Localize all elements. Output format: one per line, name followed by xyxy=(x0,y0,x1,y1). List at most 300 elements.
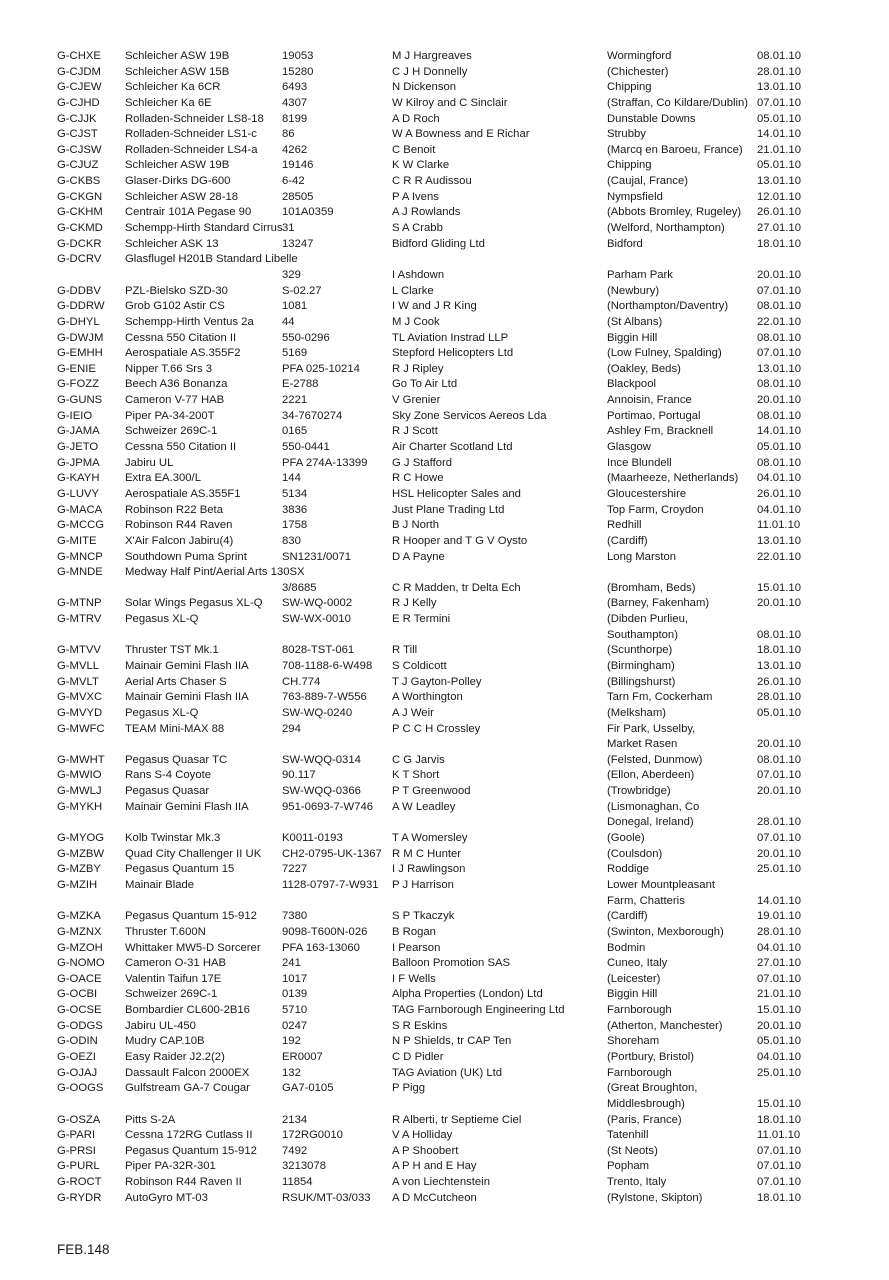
register-entry xyxy=(57,1097,827,1113)
registration: G-FOZZ xyxy=(57,378,100,391)
owner-name: C Benoit xyxy=(392,143,436,156)
constructor-number: SW-WQ-0002 xyxy=(282,597,353,610)
registration-date: 08.01.10 xyxy=(757,331,801,344)
location: Blackpool xyxy=(607,378,656,391)
location: (Goole) xyxy=(607,832,645,845)
location: (Portbury, Bristol) xyxy=(607,1051,695,1063)
location: (St Neots) xyxy=(607,1144,658,1157)
registration: G-OEZI xyxy=(57,1051,96,1063)
constructor-number: 19053 xyxy=(282,50,314,62)
constructor-number: 11854 xyxy=(282,1176,313,1189)
owner-name: M J Cook xyxy=(392,315,440,328)
aircraft-type: Rans S-4 Coyote xyxy=(125,769,212,782)
constructor-number: CH.774 xyxy=(282,675,321,688)
location: (Rylstone, Skipton) xyxy=(607,1191,703,1204)
registration-date: 04.01.10 xyxy=(757,941,801,954)
owner-name: A J Weir xyxy=(392,706,434,719)
registration: G-MZOH xyxy=(57,941,103,954)
register-entry xyxy=(57,221,827,237)
owner-name: D A Payne xyxy=(392,550,445,563)
register-entry xyxy=(57,377,827,393)
registration-date: 11.01.10 xyxy=(757,519,801,532)
register-entry xyxy=(57,518,827,534)
constructor-number: 1758 xyxy=(282,519,308,532)
registration: G-LUVY xyxy=(57,487,100,500)
constructor-number: PFA 274A-13399 xyxy=(282,456,368,469)
location: Lower Mountpleasant xyxy=(607,878,716,891)
owner-name: N P Shields, tr CAP Ten xyxy=(392,1035,512,1048)
registration: G-DWJM xyxy=(57,331,104,344)
register-entry xyxy=(57,1034,827,1050)
registration: G-OJAJ xyxy=(57,1066,98,1079)
register-entry xyxy=(57,174,827,190)
constructor-number: 550-0441 xyxy=(282,441,330,454)
register-entry xyxy=(57,612,827,628)
registration: G-CKGN xyxy=(57,190,103,203)
register-entry xyxy=(57,643,827,659)
owner-name: Sky Zone Servicos Aereos Lda xyxy=(392,409,547,422)
owner-name: C R Madden, tr Delta Ech xyxy=(392,581,521,594)
location: (Birmingham) xyxy=(607,659,675,672)
registration: G-MTVV xyxy=(57,644,101,657)
registration: G-MACA xyxy=(57,503,103,516)
owner-name: E R Termini xyxy=(392,613,451,626)
owner-name: C R R Audissou xyxy=(392,175,472,188)
location: (St Albans) xyxy=(607,315,663,328)
registration-date: 22.01.10 xyxy=(757,550,801,563)
location: (Trowbridge) xyxy=(607,785,671,798)
register-entry xyxy=(57,659,827,675)
constructor-number: 708-1188-6-W498 xyxy=(282,659,373,672)
register-entry xyxy=(57,487,827,503)
aircraft-type: Grob G102 Astir CS xyxy=(125,300,225,313)
location: Ince Blundell xyxy=(607,456,672,469)
aircraft-type: Thruster TST Mk.1 xyxy=(125,644,219,657)
constructor-number: GA7-0105 xyxy=(282,1082,334,1095)
register-entry xyxy=(57,80,827,96)
registration-date: 08.01.10 xyxy=(757,628,801,641)
register-entry xyxy=(57,628,827,644)
aircraft-type: Glaser-Dirks DG-600 xyxy=(125,175,231,188)
constructor-number: 830 xyxy=(282,534,301,547)
registration: G-ODGS xyxy=(57,1019,103,1032)
constructor-number: 8199 xyxy=(282,112,308,125)
registration-date: 07.01.10 xyxy=(757,769,801,782)
constructor-number: 44 xyxy=(282,315,295,328)
owner-name: TL Aviation Instrad LLP xyxy=(392,331,509,344)
register-entry xyxy=(57,722,827,738)
register-entry xyxy=(57,878,827,894)
aircraft-type: Pegasus Quantum 15 xyxy=(125,863,235,876)
aircraft-type: X'Air Falcon Jabiru(4) xyxy=(125,534,234,547)
register-entry xyxy=(57,471,827,487)
page-number: FEB.148 xyxy=(57,1242,110,1257)
constructor-number: 86 xyxy=(282,128,295,141)
constructor-number: 7380 xyxy=(282,910,308,923)
owner-name: I Ashdown xyxy=(392,268,445,281)
registration-date: 13.01.10 xyxy=(757,362,801,375)
registration-date: 07.01.10 xyxy=(757,1176,801,1189)
register-entry xyxy=(57,972,827,988)
constructor-number: CH2-0795-UK-1367 xyxy=(282,847,382,860)
aircraft-type: Dassault Falcon 2000EX xyxy=(125,1066,250,1079)
location: (Welford, Northampton) xyxy=(607,222,725,235)
owner-name: A D McCutcheon xyxy=(392,1191,477,1204)
constructor-number: 1128-0797-7-W931 xyxy=(282,878,379,891)
registration: G-MZKA xyxy=(57,910,101,923)
registration-date: 13.01.10 xyxy=(757,175,801,188)
location: (Felsted, Dunmow) xyxy=(607,753,703,766)
register-entry xyxy=(57,550,827,566)
location: (Chichester) xyxy=(607,65,669,78)
constructor-number: SW-WQQ-0366 xyxy=(282,785,361,798)
constructor-number: 2221 xyxy=(282,394,308,407)
location: (Cardiff) xyxy=(607,910,648,923)
registration: G-CJHD xyxy=(57,96,100,109)
registration: G-MVXC xyxy=(57,691,103,704)
aircraft-type: Glasflugel H201B Standard Libelle xyxy=(125,253,298,266)
location: Long Marston xyxy=(607,550,677,563)
location: Biggin Hill xyxy=(607,331,658,344)
owner-name: Balloon Promotion SAS xyxy=(392,957,511,970)
register-entry xyxy=(57,1050,827,1066)
constructor-number: SW-WQQ-0314 xyxy=(282,753,361,766)
location: Glasgow xyxy=(607,441,651,454)
register-entry xyxy=(57,909,827,925)
register-entry xyxy=(57,1003,827,1019)
owner-name: I Pearson xyxy=(392,941,441,954)
registration-date: 18.01.10 xyxy=(757,1191,801,1204)
location: Chipping xyxy=(607,159,652,172)
owner-name: Alpha Properties (London) Ltd xyxy=(392,988,543,1001)
constructor-number: 329 xyxy=(282,268,301,281)
aircraft-type: Schweizer 269C-1 xyxy=(125,988,218,1001)
registration-date: 28.01.10 xyxy=(757,816,801,829)
aircraft-type: Mainair Gemini Flash IIA xyxy=(125,800,249,813)
registration: G-EMHH xyxy=(57,347,103,360)
registration-date: 08.01.10 xyxy=(757,50,801,62)
registration: G-MVLL xyxy=(57,659,100,672)
registration-date: 04.01.10 xyxy=(757,472,801,485)
aircraft-type: Pegasus Quantum 15-912 xyxy=(125,910,257,923)
owner-name: P T Greenwood xyxy=(392,785,471,798)
location: Wormingford xyxy=(607,50,672,62)
location: (Ellon, Aberdeen) xyxy=(607,769,695,782)
register-entry xyxy=(57,1019,827,1035)
registration: G-GUNS xyxy=(57,394,103,407)
register-entry xyxy=(57,987,827,1003)
constructor-number: SN1231/0071 xyxy=(282,550,352,563)
aircraft-type: Centrair 101A Pegase 90 xyxy=(125,206,252,219)
owner-name: Just Plane Trading Ltd xyxy=(392,503,505,516)
location: Middlesbrough) xyxy=(607,1097,685,1110)
registration-date: 14.01.10 xyxy=(757,128,801,141)
register-entry xyxy=(57,1144,827,1160)
aircraft-type: PZL-Bielsko SZD-30 xyxy=(125,284,228,297)
registration: G-ENIE xyxy=(57,362,96,375)
constructor-number: 951-0693-7-W746 xyxy=(282,800,374,813)
constructor-number: SW-WQ-0240 xyxy=(282,706,353,719)
location: Chipping xyxy=(607,81,652,94)
registration-date: 07.01.10 xyxy=(757,972,801,985)
register-entry xyxy=(57,675,827,691)
aircraft-type: Aerial Arts Chaser S xyxy=(125,675,227,688)
constructor-number: 19146 xyxy=(282,159,314,172)
registration: G-OOGS xyxy=(57,1082,104,1095)
register-entry xyxy=(57,706,827,722)
registration: G-OCBI xyxy=(57,988,98,1001)
register-entry xyxy=(57,440,827,456)
registration: G-CKBS xyxy=(57,175,101,188)
registration-date: 20.01.10 xyxy=(757,268,801,281)
aircraft-type: Pegasus Quasar TC xyxy=(125,753,228,766)
registration: G-OACE xyxy=(57,972,102,985)
registration: G-JAMA xyxy=(57,425,100,438)
location: (Newbury) xyxy=(607,284,660,297)
registration: G-CJUZ xyxy=(57,159,99,172)
registration-date: 25.01.10 xyxy=(757,1066,801,1079)
location: Dunstable Downs xyxy=(607,112,696,125)
aircraft-type: Robinson R44 Raven xyxy=(125,519,233,532)
owner-name: K T Short xyxy=(392,769,440,782)
aircraft-type: Rolladen-Schneider LS4-a xyxy=(125,143,258,156)
aircraft-type: Schleicher ASK 13 xyxy=(125,237,219,250)
location: Popham xyxy=(607,1160,650,1173)
owner-name: W Kilroy and C Sinclair xyxy=(392,96,508,109)
aircraft-type: Bombardier CL600-2B16 xyxy=(125,1004,250,1017)
registration-date: 14.01.10 xyxy=(757,894,801,907)
constructor-number: 15280 xyxy=(282,65,314,78)
register-entry xyxy=(57,1128,827,1144)
register-entry xyxy=(57,65,827,81)
register-entry xyxy=(57,737,827,753)
owner-name: P A Ivens xyxy=(392,190,439,203)
owner-name: C J H Donnelly xyxy=(392,65,468,78)
constructor-number: 90.117 xyxy=(282,769,316,782)
location: Southampton) xyxy=(607,628,678,641)
aircraft-type: Mudry CAP.10B xyxy=(125,1035,205,1048)
location: (Coulsdon) xyxy=(607,847,663,860)
location: Portimao, Portugal xyxy=(607,409,701,422)
register-entry xyxy=(57,862,827,878)
aircraft-type: Pegasus XL-Q xyxy=(125,613,199,626)
register-entry xyxy=(57,768,827,784)
register-entry xyxy=(57,831,827,847)
registration-date: 07.01.10 xyxy=(757,96,801,109)
registration-date: 25.01.10 xyxy=(757,863,801,876)
constructor-number: 6493 xyxy=(282,81,308,94)
owner-name: R Hooper and T G V Oysto xyxy=(392,534,528,547)
register-entry xyxy=(57,96,827,112)
register-entry xyxy=(57,784,827,800)
registration-date: 07.01.10 xyxy=(757,284,801,297)
registration-date: 20.01.10 xyxy=(757,738,801,751)
register-entry xyxy=(57,1191,827,1207)
location: (Melksham) xyxy=(607,706,666,719)
registration: G-CKMD xyxy=(57,222,103,235)
constructor-number: 28505 xyxy=(282,190,314,203)
registration-date: 08.01.10 xyxy=(757,300,801,313)
register-entry xyxy=(57,925,827,941)
owner-name: G J Stafford xyxy=(392,456,453,469)
register-entry xyxy=(57,331,827,347)
owner-name: N Dickenson xyxy=(392,81,457,94)
registration: G-MWLJ xyxy=(57,785,102,798)
registration-date: 15.01.10 xyxy=(757,1004,801,1017)
owner-name: R J Scott xyxy=(392,425,438,438)
registration: G-CJEW xyxy=(57,81,102,94)
register-entry xyxy=(57,409,827,425)
location: Farnborough xyxy=(607,1004,672,1017)
constructor-number: 0139 xyxy=(282,988,308,1001)
location: Nympsfield xyxy=(607,190,663,203)
constructor-number: 144 xyxy=(282,472,301,485)
owner-name: Air Charter Scotland Ltd xyxy=(392,441,513,454)
constructor-number: 34-7670274 xyxy=(282,409,343,422)
location: (Scunthorpe) xyxy=(607,644,673,657)
owner-name: HSL Helicopter Sales and xyxy=(392,487,521,500)
registration-date: 22.01.10 xyxy=(757,315,801,328)
registration: G-KAYH xyxy=(57,472,100,485)
registration-date: 04.01.10 xyxy=(757,503,801,516)
register-entry xyxy=(57,127,827,143)
aircraft-type: Schleicher ASW 19B xyxy=(125,159,230,172)
registration: G-MTNP xyxy=(57,597,102,610)
aircraft-type: Medway Half Pint/Aerial Arts 130SX xyxy=(125,566,305,579)
register-entry xyxy=(57,315,827,331)
registration-date: 08.01.10 xyxy=(757,378,801,391)
registration-date: 05.01.10 xyxy=(757,159,801,172)
aircraft-type: Southdown Puma Sprint xyxy=(125,550,247,563)
location: Cuneo, Italy xyxy=(607,957,668,970)
aircraft-type: Pitts S-2A xyxy=(125,1113,176,1126)
register-listing xyxy=(57,49,827,1206)
location: (Dibden Purlieu, xyxy=(607,613,689,626)
owner-name: C D Pidler xyxy=(392,1051,444,1063)
constructor-number: 4262 xyxy=(282,143,308,156)
aircraft-type: Pegasus Quantum 15-912 xyxy=(125,1144,257,1157)
registration: G-MTRV xyxy=(57,613,102,626)
registration: G-CJJK xyxy=(57,112,97,125)
register-entry xyxy=(57,284,827,300)
owner-name: Go To Air Ltd xyxy=(392,378,458,391)
registration-date: 07.01.10 xyxy=(757,1160,801,1173)
register-entry xyxy=(57,753,827,769)
location: Strubby xyxy=(607,128,646,141)
owner-name: V A Holliday xyxy=(392,1129,453,1142)
constructor-number: S-02.27 xyxy=(282,284,322,297)
aircraft-type: Schleicher ASW 19B xyxy=(125,50,230,62)
registration-date: 18.01.10 xyxy=(757,237,801,250)
aircraft-type: Rolladen-Schneider LS8-18 xyxy=(125,112,264,125)
registration-date: 05.01.10 xyxy=(757,112,801,125)
registration-date: 14.01.10 xyxy=(757,425,801,438)
owner-name: I F Wells xyxy=(392,972,436,985)
location: (Swinton, Mexborough) xyxy=(607,925,724,938)
owner-name: V Grenier xyxy=(392,394,441,407)
aircraft-type: Thruster T.600N xyxy=(125,925,206,938)
registration-date: 27.01.10 xyxy=(757,957,801,970)
constructor-number: 0165 xyxy=(282,425,308,438)
registration-date: 26.01.10 xyxy=(757,487,801,500)
owner-name: A W Leadley xyxy=(392,800,456,813)
registration: G-MWHT xyxy=(57,753,105,766)
register-entry xyxy=(57,190,827,206)
location: Donegal, Ireland) xyxy=(607,816,694,829)
register-entry xyxy=(57,393,827,409)
registration: G-MYOG xyxy=(57,832,105,845)
registration: G-CKHM xyxy=(57,206,103,219)
constructor-number: 5134 xyxy=(282,487,308,500)
owner-name: B Rogan xyxy=(392,925,436,938)
registration-date: 26.01.10 xyxy=(757,675,801,688)
constructor-number: 294 xyxy=(282,722,301,735)
aircraft-type: Rolladen-Schneider LS1-c xyxy=(125,128,257,141)
constructor-number: 172RG0010 xyxy=(282,1129,343,1142)
aircraft-type: Cessna 550 Citation II xyxy=(125,441,237,454)
owner-name: R J Ripley xyxy=(392,362,444,375)
registration-date: 28.01.10 xyxy=(757,691,801,704)
location: (Northampton/Daventry) xyxy=(607,300,729,313)
register-entry xyxy=(57,362,827,378)
aircraft-type: Schempp-Hirth Standard Cirrus xyxy=(125,222,283,235)
owner-name: Bidford Gliding Ltd xyxy=(392,237,485,250)
registration: G-CHXE xyxy=(57,50,101,62)
registration: G-MCCG xyxy=(57,519,105,532)
registration-date: 20.01.10 xyxy=(757,597,801,610)
register-entry xyxy=(57,158,827,174)
registration-date: 20.01.10 xyxy=(757,785,801,798)
constructor-number: 550-0296 xyxy=(282,331,330,344)
registration-date: 07.01.10 xyxy=(757,347,801,360)
location: (Great Broughton, xyxy=(607,1082,698,1095)
aircraft-type: Gulfstream GA-7 Cougar xyxy=(125,1082,250,1095)
registration: G-ROCT xyxy=(57,1176,102,1189)
registration: G-MVLT xyxy=(57,675,99,688)
aircraft-type: Schempp-Hirth Ventus 2a xyxy=(125,315,254,328)
aircraft-type: Robinson R44 Raven II xyxy=(125,1176,242,1189)
location: Gloucestershire xyxy=(607,487,687,500)
owner-name: TAG Aviation (UK) Ltd xyxy=(392,1066,503,1079)
owner-name: T A Womersley xyxy=(392,832,468,845)
constructor-number: 7492 xyxy=(282,1144,308,1157)
location: Bodmin xyxy=(607,941,646,954)
registration: G-MYKH xyxy=(57,800,103,813)
location: (Lismonaghan, Co xyxy=(607,800,700,813)
owner-name: A Worthington xyxy=(392,691,463,704)
constructor-number: PFA 025-10214 xyxy=(282,362,360,375)
registration: G-MWFC xyxy=(57,722,105,735)
aircraft-type: Piper PA-32R-301 xyxy=(125,1160,216,1173)
location: (Leicester) xyxy=(607,972,661,985)
registration: G-IEIO xyxy=(57,409,93,422)
register-entry xyxy=(57,424,827,440)
location: (Abbots Bromley, Rugeley) xyxy=(607,206,742,219)
owner-name: P C C H Crossley xyxy=(392,722,481,735)
location: (Oakley, Beds) xyxy=(607,362,681,375)
owner-name: B J North xyxy=(392,519,440,532)
registration: G-OCSE xyxy=(57,1004,102,1017)
registration-date: 18.01.10 xyxy=(757,644,801,657)
registration-date: 26.01.10 xyxy=(757,206,801,219)
register-entry xyxy=(57,1159,827,1175)
registration-date: 05.01.10 xyxy=(757,1035,801,1048)
location: (Bromham, Beds) xyxy=(607,581,696,594)
registration-date: 20.01.10 xyxy=(757,1019,801,1032)
constructor-number: 3213078 xyxy=(282,1160,326,1173)
register-entry xyxy=(57,456,827,472)
location: (Paris, France) xyxy=(607,1113,682,1126)
